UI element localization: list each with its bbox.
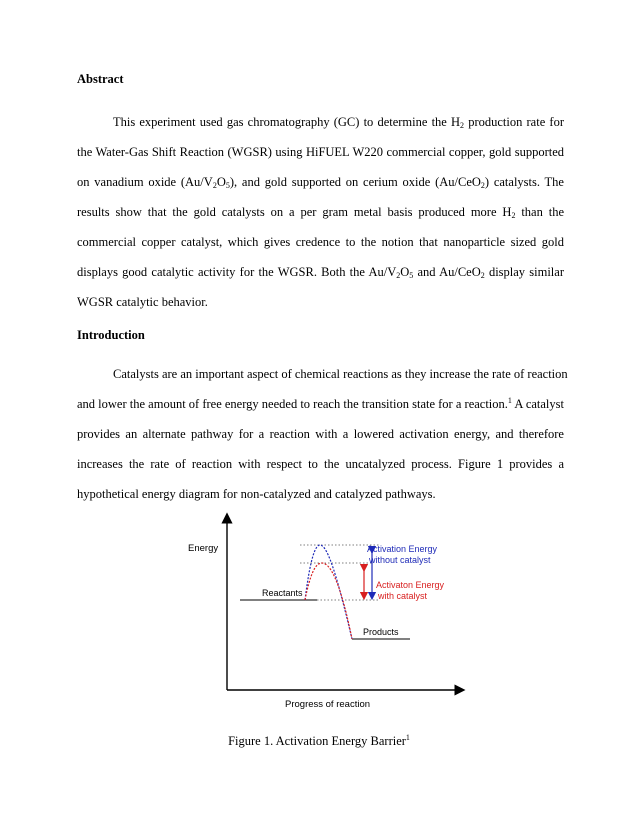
catalyzed-label-line-2: with catalyst — [378, 591, 428, 601]
catalyzed-curve — [305, 563, 352, 639]
intro-line-1: Catalysts are an important aspect of chemical reactions as they increase the rate of reaction — [113, 367, 568, 381]
introduction-heading: Introduction — [77, 328, 145, 342]
energy-diagram-figure — [170, 510, 480, 725]
energy-diagram — [170, 510, 480, 725]
abstract-line-3: on vanadium oxide $(Au/V_2O_5)$, and gold supported on cerium oxide (Au/CeO$_2$) catalysts. The — [77, 175, 564, 190]
abstract-heading: Abstract — [77, 72, 124, 86]
figure-caption: Figure 1. Activation Energy Barrier$^1$ — [228, 733, 410, 748]
introduction-paragraph — [77, 359, 568, 509]
x-axis-label: Progress of reaction — [285, 699, 371, 710]
intro-line-4: increases the rate of reaction with respect to the uncatalyzed process. Figure 1 provides a — [77, 457, 564, 471]
caption-citation-superscript: 1 — [405, 733, 410, 742]
intro-line-3: provides an alternate pathway for a reaction with a lowered activation energy, and therefore — [77, 427, 564, 441]
abstract-line-5: commercial copper catalyst, which gives credence to the notion that nanoparticle sized gold — [77, 235, 564, 249]
y-axis-label: Energy — [188, 543, 219, 554]
abstract-line-6: displays good catalytic activity for the WGSR. Both the $Au/V_2O_5$ and Au/CeO$_2$ display similar — [77, 265, 564, 280]
uncatalyzed-label-line-1: Activation Energy — [367, 544, 438, 554]
uncatalyzed-curve — [305, 545, 352, 639]
reactants-label: Reactants — [262, 588, 303, 598]
catalyzed-label-line-1: Activaton Energy — [376, 580, 445, 590]
abstract-line-7: WGSR catalytic behavior. — [77, 295, 208, 309]
products-label: Products — [363, 627, 399, 637]
intro-line-5: hypothetical energy diagram for non-catalyzed and catalyzed pathways. — [77, 487, 436, 501]
uncatalyzed-label-line-2: without catalyst — [369, 555, 431, 565]
abstract-paragraph — [77, 107, 564, 317]
intro-line-2: and lower the amount of free energy needed to reach the transition state for a reaction.$^1$ A catalyst — [77, 396, 564, 411]
abstract-line-4: results show that the gold catalysts on a per gram metal basis produced more $H_2$ than the — [77, 205, 565, 220]
citation-superscript: 1 — [507, 396, 512, 405]
abstract-line-2: the Water-Gas Shift Reaction (WGSR) using HiFUEL W220 commercial copper, gold supported — [77, 145, 564, 159]
abstract-line-1: This experiment used gas chromatography (GC) to determine the $H_2$ production rate for — [113, 115, 564, 130]
